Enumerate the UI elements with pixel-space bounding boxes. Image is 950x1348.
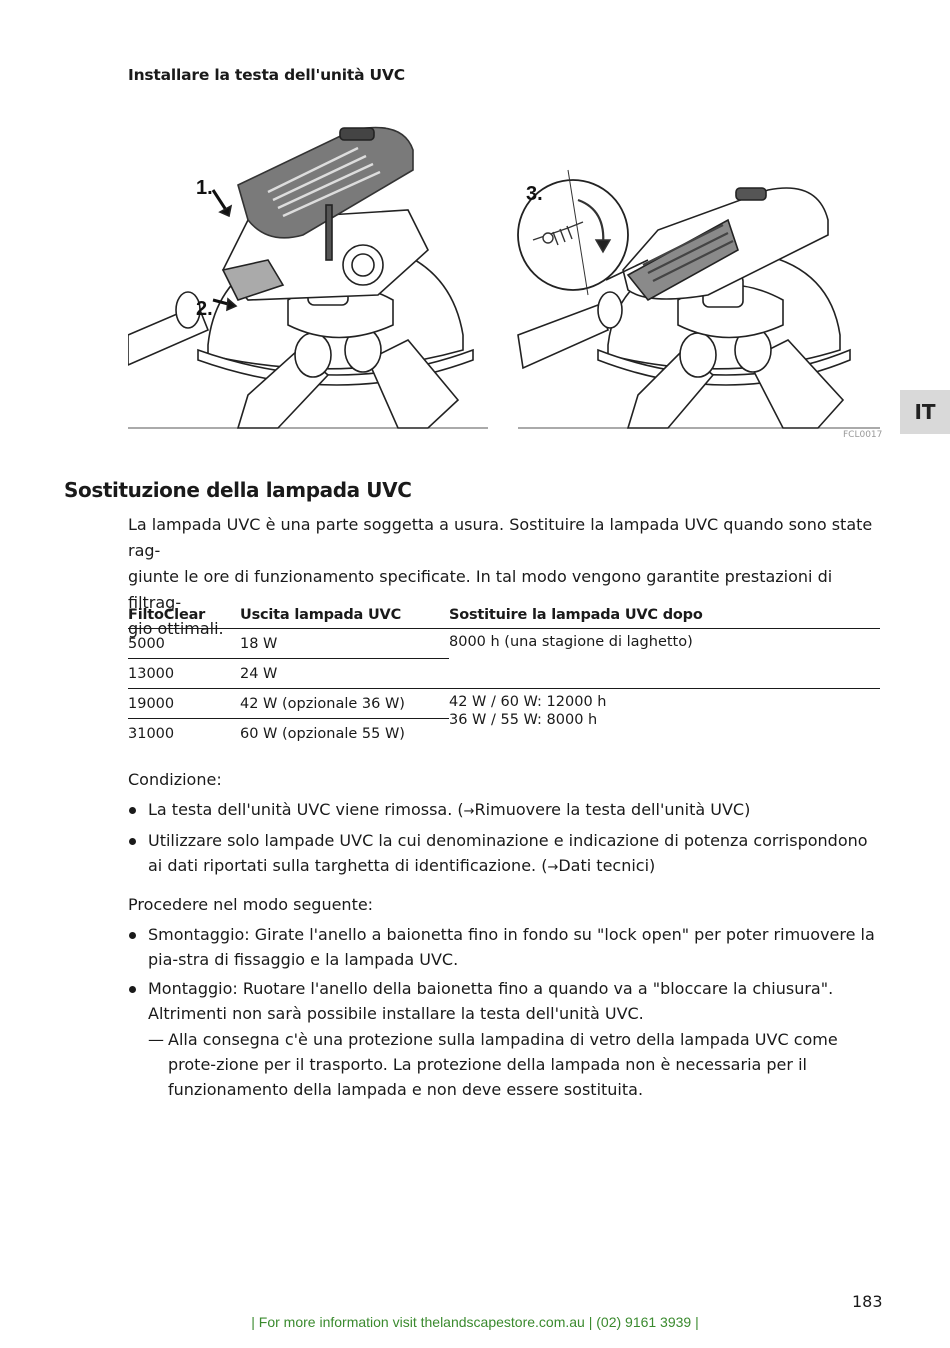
dash-marker: — — [148, 1030, 164, 1049]
cell-model: 5000 — [128, 629, 240, 659]
step-3-label: 3. — [526, 183, 543, 205]
column-header: Sostituire la lampada UVC dopo — [449, 602, 880, 629]
list-item: Montaggio: Ruotare l'anello della baionetta fino a quando va a "bloccare la chiusura". Altrimenti non sarà possibile installare la testa dell'unità UVC. — Alla consegna c'è una protezione sulla lampadina di vetro della lampada UVC come prote-zione per il trasporto. La protezione della lampada non è necessaria per il funzionamento della lampada e non deve essere sostituita. — [128, 976, 880, 1102]
intro-line: giunte le ore di funzionamento specificate. In tal modo vengono garantite prestazioni di filtrag- — [128, 567, 833, 612]
condition-label: Condizione: — [128, 770, 222, 789]
list-item: Utilizzare solo lampade UVC la cui denominazione e indicazione di potenza corrispondono ai dati riportati sulla targhetta di identificazione. (→Dati tecnici) — [128, 828, 880, 880]
column-header: Uscita lampada UVC — [240, 602, 449, 629]
arrow-icon: → — [463, 804, 475, 819]
lamp-spec-table — [128, 602, 880, 748]
cell-replace: 8000 h (una stagione di laghetto) — [449, 629, 880, 689]
cross-reference-link[interactable]: Rimuovere la testa dell'unità UVC — [474, 800, 745, 819]
table-row — [128, 629, 880, 659]
procedure-block — [128, 892, 880, 1106]
step-1-label: 1. — [196, 177, 213, 199]
column-header: FiltoClear — [128, 602, 240, 629]
uvc-installation-illustration — [128, 110, 883, 440]
intro-line: gio ottimali. — [128, 619, 224, 638]
cell-output: 42 W (opzionale 36 W) — [240, 689, 449, 719]
list-item: Smontaggio: Girate l'anello a baionetta fino in fondo su "lock open" per poter rimuovere la pia-stra di fissaggio e la lampada UVC. — [128, 922, 880, 972]
language-tab: IT — [900, 390, 950, 434]
cell-output: 18 W — [240, 629, 449, 659]
table-header-row — [128, 602, 880, 629]
list-item: La testa dell'unità UVC viene rimossa. (→Rimuovere la testa dell'unità UVC) — [128, 797, 880, 824]
cell-replace — [449, 689, 880, 749]
table-row — [128, 689, 880, 719]
procedure-list — [128, 922, 880, 1102]
step-2-label: 2. — [196, 298, 213, 320]
cell-model: 13000 — [128, 659, 240, 689]
footer-contact[interactable]: | For more information visit thelandscapestore.com.au | (02) 9161 3939 | — [251, 1314, 699, 1330]
right-scene — [518, 170, 880, 428]
cell-output: 24 W — [240, 659, 449, 689]
cell-output: 60 W (opzionale 55 W) — [240, 725, 405, 742]
cell-model: 31000 — [128, 725, 175, 742]
intro-line: La lampada UVC è una parte soggetta a usura. Sostituire la lampada UVC quando sono state rag- — [128, 515, 873, 560]
procedure-label: Procedere nel modo seguente: — [128, 895, 374, 914]
cell-model: 19000 — [128, 689, 240, 719]
condition-list — [128, 797, 880, 880]
page-number: 183 — [852, 1292, 883, 1311]
figure-heading: Installare la testa dell'unità UVC — [128, 66, 405, 84]
replace-line: 36 W / 55 W: 8000 h — [449, 712, 598, 728]
section-title: Sostituzione della lampada UVC — [64, 478, 412, 502]
sub-note: — Alla consegna c'è una protezione sulla lampadina di vetro della lampada UVC come prote-zione per il trasporto. La protezione della lampada non è necessaria per il funzionamento della lampada e non deve essere sostituita. — [148, 1027, 880, 1102]
arrow-icon: → — [547, 860, 559, 875]
figure-code: FCL0017 — [843, 430, 883, 440]
cross-reference-link[interactable]: Dati tecnici — [558, 856, 650, 875]
replace-line: 42 W / 60 W: 12000 h — [449, 694, 607, 710]
left-scene — [128, 128, 488, 429]
condition-block — [128, 767, 880, 884]
